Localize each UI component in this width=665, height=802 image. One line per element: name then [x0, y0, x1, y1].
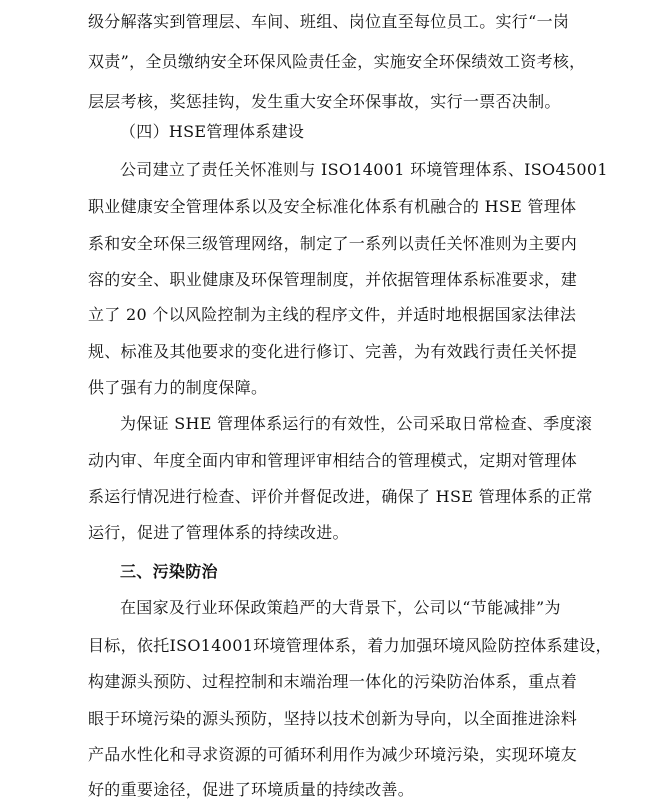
paragraph-line: 系和安全环保三级管理网络，制定了一系列以责任关怀准则为主要内 — [88, 234, 578, 253]
paragraph-line: 构建源头预防、过程控制和末端治理一体化的污染防治体系，重点着 — [88, 672, 578, 691]
paragraph-line: 职业健康安全管理体系以及安全标准化体系有机融合的 HSE 管理体 — [88, 197, 577, 216]
paragraph-line: 好的重要途径，促进了环境质量的持续改善。 — [88, 780, 415, 799]
subheading-hse-system: （四）HSE管理体系建设 — [120, 122, 305, 141]
paragraph-line: 运行，促进了管理体系的持续改进。 — [88, 523, 349, 542]
section-heading-pollution-control: 三、污染防治 — [120, 562, 218, 581]
paragraph-line: 级分解落实到管理层、车间、班组、岗位直至每位员工。实行“一岗 — [88, 12, 570, 31]
paragraph-line: 公司建立了责任关怀准则与 ISO14001 环境管理体系、ISO45001 — [120, 160, 608, 179]
paragraph-line: 双责”，全员缴纳安全环保风险责任金，实施安全环保绩效工资考核， — [88, 52, 586, 71]
paragraph-line: 动内审、年度全面内审和管理评审相结合的管理模式，定期对管理体 — [88, 451, 578, 470]
paragraph-line: 系运行情况进行检查、评价并督促改进，确保了 HSE 管理体系的正常 — [88, 487, 593, 506]
paragraph-line: 在国家及行业环保政策趋严的大背景下，公司以“节能减排”为 — [120, 598, 561, 617]
paragraph-line: 容的安全、职业健康及环保管理制度，并依据管理体系标准要求，建 — [88, 270, 578, 289]
paragraph-line: 规、标准及其他要求的变化进行修订、完善，为有效践行责任关怀提 — [88, 342, 578, 361]
paragraph-line: 层层考核，奖惩挂钩，发生重大安全环保事故，实行一票否决制。 — [88, 92, 561, 111]
paragraph-line: 立了 20 个以风险控制为主线的程序文件，并适时地根据国家法律法 — [88, 305, 577, 324]
paragraph-line: 为保证 SHE 管理体系运行的有效性，公司采取日常检查、季度滚 — [120, 414, 593, 433]
paragraph-line: 产品水性化和寻求资源的可循环利用作为减少环境污染，实现环境友 — [88, 745, 578, 764]
paragraph-line: 眼于环境污染的源头预防，坚持以技术创新为导向，以全面推进涂料 — [88, 709, 578, 728]
paragraph-line: 供了强有力的制度保障。 — [88, 378, 268, 397]
paragraph-line: 目标，依托ISO14001环境管理体系，着力加强环境风险防控体系建设， — [88, 636, 612, 655]
